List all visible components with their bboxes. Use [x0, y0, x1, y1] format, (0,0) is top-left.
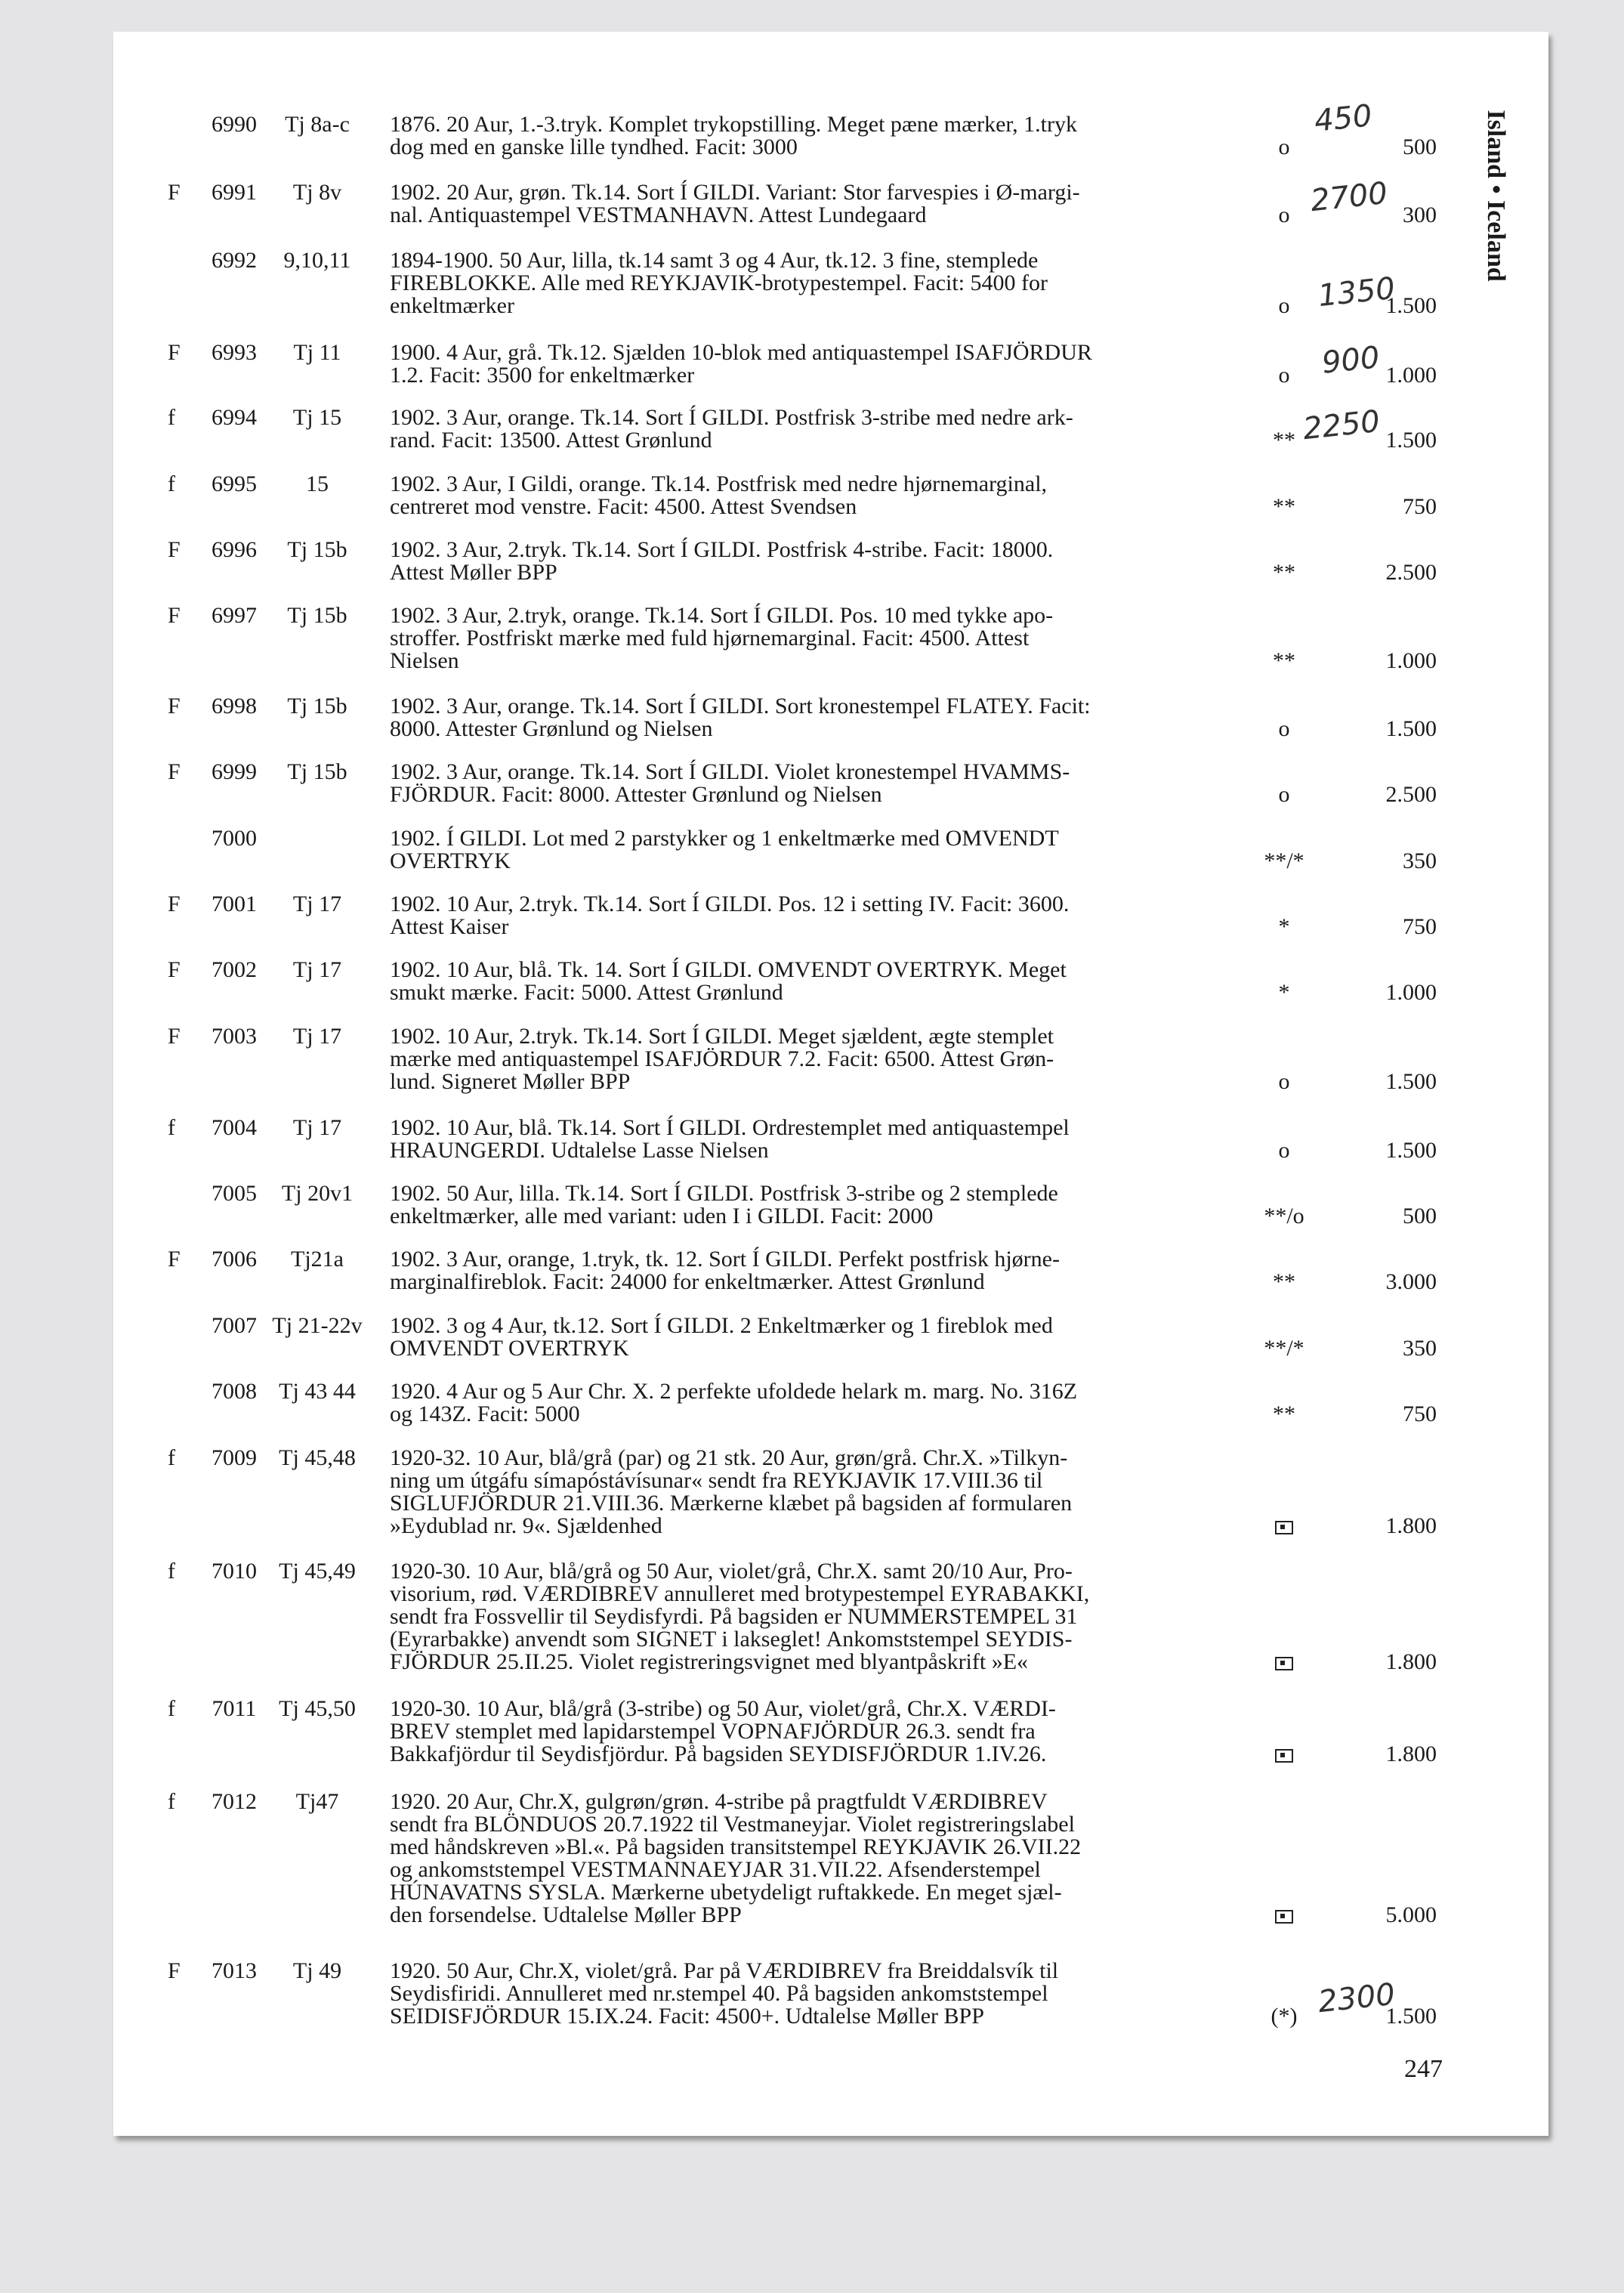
- lot-description: [390, 539, 1243, 584]
- lot-catalog-ref: Tj 17: [292, 1115, 342, 1140]
- handwritten-note: 2700: [1308, 175, 1389, 219]
- lot-description-line: mærke med antiquastempel ISAFJÖRDUR 7.2. Facit: 6500. Attest Grøn-: [390, 1046, 1054, 1071]
- lot-catalog-ref: 9,10,11: [283, 248, 351, 273]
- lot-price: 350: [1403, 848, 1437, 873]
- lot-description: [390, 959, 1243, 1004]
- lot-description-line: 1902. 3 Aur, orange. Tk.14. Sort Í GILDI. Sort kronestempel FLATEY. Facit:: [390, 694, 1091, 718]
- lot-catalog-ref: Tj 15b: [287, 603, 347, 628]
- lot-description-line: 1902. 10 Aur, blå. Tk.14. Sort Í GILDI. Ordrestemplet med antiquastempel: [390, 1115, 1070, 1140]
- lot-description-line: 1902. 3 Aur, I Gildi, orange. Tk.14. Postfrisk med nedre hjørnemarginal,: [390, 471, 1048, 496]
- lot-description-line: SIGLUFJÖRDUR 21.VIII.36. Mærkerne klæbet på bagsiden af formularen: [390, 1491, 1073, 1516]
- lot-description-line: OVERTRYK: [390, 848, 511, 873]
- lot-description-line: visorium, rød. VÆRDIBREV annulleret med brotypestempel EYRABAKKI,: [390, 1581, 1090, 1606]
- lot-description-line: 1920. 50 Aur, Chr.X, violet/grå. Par på VÆRDIBREV fra Breiddalsvík til: [390, 1958, 1059, 1983]
- lot-price: 1.800: [1385, 1649, 1437, 1674]
- lot-number: 7008: [211, 1379, 257, 1404]
- lot-description-line: FJÖRDUR. Facit: 8000. Attester Grønlund og Nielsen: [390, 782, 882, 807]
- lot-description-line: stroffer. Postfriskt mærke med fuld hjørnemarginal. Facit: 4500. Attest: [390, 626, 1030, 651]
- lot-number: 6999: [211, 759, 257, 784]
- lot-catalog-ref: Tj 21-22v: [272, 1313, 363, 1338]
- lot-description: [390, 1025, 1243, 1093]
- lot-description-line: 8000. Attester Grønlund og Nielsen: [390, 716, 713, 741]
- lot-number: 7011: [211, 1696, 257, 1721]
- lot-condition: **: [1273, 1401, 1295, 1426]
- envelope-icon: [1275, 1910, 1293, 1924]
- lot-description-line: HRAUNGERDI. Udtalelse Lasse Nielsen: [390, 1138, 769, 1163]
- lot-description-line: 1920-32. 10 Aur, blå/grå (par) og 21 stk. 20 Aur, grøn/grå. Chr.X. »Tilkyn-: [390, 1445, 1068, 1470]
- lot-condition: **: [1273, 648, 1295, 673]
- lot-number: 7010: [211, 1559, 257, 1584]
- lot-description: [390, 341, 1243, 387]
- page-number: 247: [1404, 2055, 1443, 2083]
- handwritten-note: 450: [1312, 98, 1374, 139]
- lot-description-line: marginalfireblok. Facit: 24000 for enkeltmærker. Attest Grønlund: [390, 1269, 985, 1294]
- lot-number: 6995: [211, 471, 257, 496]
- cover-icon: [1246, 1651, 1322, 1673]
- handwritten-note: 900: [1320, 340, 1382, 381]
- lot-description-line: og ankomststempel VESTMANNAEYJAR 31.VII.22. Afsenderstempel: [390, 1857, 1041, 1882]
- lot-condition: **/o: [1264, 1204, 1304, 1228]
- lot-description-line: FIREBLOKKE. Alle med REYKJAVIK-brotypestempel. Facit: 5400 for: [390, 270, 1048, 295]
- envelope-icon: [1275, 1749, 1293, 1763]
- lot-description-line: Attest Møller BPP: [390, 560, 557, 585]
- lot-flag: F: [168, 603, 181, 628]
- lot-description: [390, 1315, 1243, 1360]
- lot-number: 6990: [211, 112, 257, 137]
- lot-description-line: 1920-30. 10 Aur, blå/grå og 50 Aur, violet/grå, Chr.X. samt 20/10 Aur, Pro-: [390, 1559, 1073, 1584]
- lot-catalog-ref: Tj 43 44: [279, 1379, 356, 1404]
- lot-description-line: lund. Signeret Møller BPP: [390, 1069, 631, 1094]
- lot-description: [390, 1447, 1243, 1537]
- lot-description-line: (Eyrarbakke) anvendt som SIGNET i lakseglet! Ankomststempel SEYDIS-: [390, 1627, 1073, 1652]
- lot-price: 1.500: [1385, 1069, 1437, 1094]
- lot-flag: F: [168, 892, 181, 916]
- lot-catalog-ref: Tj 49: [292, 1958, 342, 1983]
- lot-price: 300: [1403, 202, 1437, 227]
- lot-description-line: 1.2. Facit: 3500 for enkeltmærker: [390, 363, 695, 388]
- lot-flag: f: [168, 1789, 175, 1814]
- lot-description-line: Attest Kaiser: [390, 914, 509, 939]
- lot-price: 1.500: [1385, 428, 1437, 453]
- lot-description: [390, 827, 1243, 873]
- lot-description: [390, 1960, 1243, 2028]
- lot-number: 7009: [211, 1445, 257, 1470]
- lot-number: 7001: [211, 892, 257, 916]
- envelope-icon: [1275, 1521, 1293, 1534]
- lot-description-line: 1894-1900. 50 Aur, lilla, tk.14 samt 3 og 4 Aur, tk.12. 3 fine, stemplede: [390, 248, 1039, 273]
- lot-flag: f: [168, 1115, 175, 1140]
- handwritten-note: 2250: [1301, 403, 1382, 447]
- lot-condition: **: [1273, 1269, 1295, 1294]
- lot-description: [390, 893, 1243, 938]
- lot-flag: F: [168, 340, 181, 365]
- lot-flag: F: [168, 1024, 181, 1049]
- lot-condition: **/*: [1264, 848, 1304, 873]
- lot-description-line: 1902. 3 Aur, 2.tryk, orange. Tk.14. Sort Í GILDI. Pos. 10 med tykke apo-: [390, 603, 1054, 628]
- lot-description: [390, 1182, 1243, 1228]
- lot-description-line: ning um útgáfu símapóstávísunar« sendt fra REYKJAVIK 17.VIII.36 til: [390, 1468, 1043, 1493]
- lot-catalog-ref: Tj 45,48: [279, 1445, 356, 1470]
- lot-price: 750: [1403, 914, 1437, 939]
- lot-description-line: sendt fra Fossvellir til Seydisfyrdi. På bagsiden er NUMMERSTEMPEL 31: [390, 1604, 1078, 1629]
- lot-description-line: 1920. 4 Aur og 5 Aur Chr. X. 2 perfekte ufoldede helark m. marg. No. 316Z: [390, 1379, 1078, 1404]
- lot-description-line: 1920. 20 Aur, Chr.X, gulgrøn/grøn. 4-stribe på pragtfuldt VÆRDIBREV: [390, 1789, 1048, 1814]
- lot-condition: o: [1278, 782, 1290, 807]
- lot-description-line: den forsendelse. Udtalelse Møller BPP: [390, 1902, 742, 1927]
- cover-icon: [1246, 1743, 1322, 1766]
- lot-price: 1.500: [1385, 1138, 1437, 1163]
- lot-price: 750: [1403, 1401, 1437, 1426]
- lot-description-line: 1876. 20 Aur, 1.-3.tryk. Komplet trykopstilling. Meget pæne mærker, 1.tryk: [390, 112, 1078, 137]
- lot-description-line: »Eydublad nr. 9«. Sjældenhed: [390, 1513, 662, 1538]
- lot-description-line: HÚNAVATNS SYSLA. Mærkerne ubetydeligt ruftakkede. En meget sjæl-: [390, 1880, 1062, 1905]
- lot-description-line: Nielsen: [390, 648, 459, 673]
- lot-number: 7003: [211, 1024, 257, 1049]
- lot-description: [390, 113, 1243, 159]
- lot-price: 1.800: [1385, 1741, 1437, 1766]
- lot-description-line: 1902. 10 Aur, 2.tryk. Tk.14. Sort Í GILDI. Pos. 12 i setting IV. Facit: 3600.: [390, 892, 1070, 916]
- lot-price: 1.000: [1385, 363, 1437, 388]
- lot-description-line: smukt mærke. Facit: 5000. Attest Grønlund: [390, 980, 783, 1005]
- lot-price: 1.500: [1385, 2004, 1437, 2029]
- lot-description-line: 1902. 3 Aur, orange, 1.tryk, tk. 12. Sort Í GILDI. Perfekt postfrisk hjørne-: [390, 1247, 1060, 1272]
- lot-flag: F: [168, 759, 181, 784]
- lot-flag: f: [168, 1696, 175, 1721]
- lot-number: 7005: [211, 1181, 257, 1206]
- lot-flag: F: [168, 180, 181, 205]
- lot-catalog-ref: 15: [306, 471, 329, 496]
- lot-description-line: 1902. 3 Aur, orange. Tk.14. Sort Í GILDI. Violet kronestempel HVAMMS-: [390, 759, 1070, 784]
- lot-condition: *: [1278, 980, 1290, 1005]
- lot-description-line: BREV stemplet med lapidarstempel VOPNAFJÖRDUR 26.3. sendt fra: [390, 1719, 1036, 1744]
- lot-description: [390, 1117, 1243, 1162]
- lot-catalog-ref: Tj 8a-c: [285, 112, 350, 137]
- lot-description-line: og 143Z. Facit: 5000: [390, 1401, 580, 1426]
- lot-description-line: rand. Facit: 13500. Attest Grønlund: [390, 428, 712, 453]
- lot-catalog-ref: Tj 15: [292, 405, 342, 430]
- lot-catalog-ref: Tj21a: [291, 1247, 344, 1272]
- lot-catalog-ref: Tj 11: [293, 340, 341, 365]
- lot-description: [390, 473, 1243, 518]
- lot-number: 7012: [211, 1789, 257, 1814]
- lot-price: 1.000: [1385, 980, 1437, 1005]
- lot-catalog-ref: Tj 17: [292, 957, 342, 982]
- lot-price: 1.000: [1385, 648, 1437, 673]
- lot-description-line: nal. Antiquastempel VESTMANHAVN. Attest Lundegaard: [390, 202, 927, 227]
- lot-number: 6998: [211, 694, 257, 718]
- section-side-title: Island • Iceland: [1482, 110, 1510, 282]
- lot-price: 2.500: [1385, 782, 1437, 807]
- lot-description: [390, 695, 1243, 740]
- lot-flag: f: [168, 471, 175, 496]
- lot-price: 1.500: [1385, 716, 1437, 741]
- handwritten-note: 1350: [1316, 270, 1397, 314]
- lot-description-line: 1902. 3 Aur, orange. Tk.14. Sort Í GILDI. Postfrisk 3-stribe med nedre ark-: [390, 405, 1073, 430]
- cover-icon: [1246, 1515, 1322, 1537]
- lot-condition: **/*: [1264, 1336, 1304, 1361]
- lot-description-line: SEIDISFJÖRDUR 15.IX.24. Facit: 4500+. Udtalelse Møller BPP: [390, 2004, 984, 2029]
- lot-description-line: centreret mod venstre. Facit: 4500. Attest Svendsen: [390, 494, 857, 519]
- lot-catalog-ref: Tj 45,49: [279, 1559, 356, 1584]
- lot-condition: o: [1278, 1069, 1290, 1094]
- lot-number: 6997: [211, 603, 257, 628]
- lot-condition: o: [1278, 134, 1290, 159]
- lot-description: [390, 249, 1243, 317]
- lot-description-line: 1900. 4 Aur, grå. Tk.12. Sjælden 10-blok med antiquastempel ISAFJÖRDUR: [390, 340, 1092, 365]
- lot-description-line: OMVENDT OVERTRYK: [390, 1336, 629, 1361]
- lot-description-line: 1902. 3 og 4 Aur, tk.12. Sort Í GILDI. 2 Enkeltmærker og 1 fireblok med: [390, 1313, 1053, 1338]
- lot-description-line: 1920-30. 10 Aur, blå/grå (3-stribe) og 50 Aur, violet/grå, Chr.X. VÆRDI-: [390, 1696, 1056, 1721]
- lot-catalog-ref: Tj 45,50: [279, 1696, 356, 1721]
- lot-flag: f: [168, 1445, 175, 1470]
- lot-flag: F: [168, 1247, 181, 1272]
- lot-description: [390, 1248, 1243, 1293]
- lot-description-line: 1902. 10 Aur, 2.tryk. Tk.14. Sort Í GILDI. Meget sjældent, ægte stemplet: [390, 1024, 1054, 1049]
- lot-condition: o: [1278, 716, 1290, 741]
- lot-description-line: med håndskreven »Bl.«. På bagsiden transitstempel REYKJAVIK 26.VII.22: [390, 1834, 1082, 1859]
- lot-number: 7002: [211, 957, 257, 982]
- lot-catalog-ref: Tj 15b: [287, 694, 347, 718]
- lot-flag: F: [168, 957, 181, 982]
- lot-description-line: 1902. 3 Aur, 2.tryk. Tk.14. Sort Í GILDI. Postfrisk 4-stribe. Facit: 18000.: [390, 537, 1054, 562]
- lot-catalog-ref: Tj 20v1: [281, 1181, 354, 1206]
- lot-description-line: dog med en ganske lille tyndhed. Facit: 3000: [390, 134, 798, 159]
- lot-description-line: FJÖRDUR 25.II.25. Violet registreringsvignet med blyantpåskrift »E«: [390, 1649, 1029, 1674]
- lot-number: 6992: [211, 248, 257, 273]
- lot-price: 1.500: [1385, 293, 1437, 318]
- lot-description: [390, 604, 1243, 672]
- lot-condition: (*): [1270, 2004, 1298, 2029]
- lot-description: [390, 1698, 1243, 1766]
- lot-number: 6994: [211, 405, 257, 430]
- lot-flag: F: [168, 537, 181, 562]
- lot-price: 1.800: [1385, 1513, 1437, 1538]
- lot-condition: o: [1278, 363, 1290, 388]
- lot-catalog-ref: Tj 15b: [287, 537, 347, 562]
- lot-condition: o: [1278, 202, 1290, 227]
- lot-catalog-ref: Tj 17: [292, 892, 342, 916]
- lot-catalog-ref: Tj47: [295, 1789, 339, 1814]
- lot-number: 7004: [211, 1115, 257, 1140]
- lot-description-line: sendt fra BLÖNDUOS 20.7.1922 til Vestmaneyjar. Violet registreringslabel: [390, 1812, 1075, 1837]
- lot-catalog-ref: Tj 17: [292, 1024, 342, 1049]
- lot-price: 2.500: [1385, 560, 1437, 585]
- lot-condition: **: [1273, 494, 1295, 519]
- lot-price: 750: [1403, 494, 1437, 519]
- lot-price: 3.000: [1385, 1269, 1437, 1294]
- lot-condition: o: [1278, 1138, 1290, 1163]
- lot-number: 6991: [211, 180, 257, 205]
- lot-description-line: Seydisfiridi. Annulleret med nr.stempel 40. På bagsiden ankomststempel: [390, 1981, 1048, 2006]
- lot-description: [390, 406, 1243, 452]
- lot-price: 5.000: [1385, 1902, 1437, 1927]
- lot-price: 500: [1403, 1204, 1437, 1228]
- lot-flag: f: [168, 1559, 175, 1584]
- lot-catalog-ref: Tj 15b: [287, 759, 347, 784]
- lot-flag: F: [168, 1958, 181, 1983]
- lot-description: [390, 1380, 1243, 1426]
- lot-condition: o: [1278, 293, 1290, 318]
- lot-number: 7000: [211, 826, 257, 851]
- lot-number: 7007: [211, 1313, 257, 1338]
- lot-condition: **: [1273, 428, 1295, 453]
- lot-number: 7013: [211, 1958, 257, 1983]
- lot-description-line: enkeltmærker, alle med variant: uden I i GILDI. Facit: 2000: [390, 1204, 934, 1228]
- lot-description: [390, 1791, 1243, 1927]
- envelope-icon: [1275, 1657, 1293, 1670]
- lot-description-line: 1902. 10 Aur, blå. Tk. 14. Sort Í GILDI. OMVENDT OVERTRYK. Meget: [390, 957, 1067, 982]
- lot-description-line: 1902. 50 Aur, lilla. Tk.14. Sort Í GILDI. Postfrisk 3-stribe og 2 stemplede: [390, 1181, 1058, 1206]
- lot-price: 500: [1403, 134, 1437, 159]
- lot-price: 350: [1403, 1336, 1437, 1361]
- lot-flag: F: [168, 694, 181, 718]
- lot-description: [390, 1560, 1243, 1673]
- handwritten-note: 2300: [1316, 1976, 1397, 2020]
- lot-number: 6996: [211, 537, 257, 562]
- lot-description-line: Bakkafjördur til Seydisfjördur. På bagsiden SEYDISFJÖRDUR 1.IV.26.: [390, 1741, 1047, 1766]
- lot-flag: f: [168, 405, 175, 430]
- lot-description-line: 1902. Í GILDI. Lot med 2 parstykker og 1 enkeltmærke med OMVENDT: [390, 826, 1059, 851]
- lot-description: [390, 761, 1243, 806]
- lot-description-line: enkeltmærker: [390, 293, 514, 318]
- lot-description-line: 1902. 20 Aur, grøn. Tk.14. Sort Í GILDI. Variant: Stor farvespies i Ø-margi-: [390, 180, 1080, 205]
- lot-catalog-ref: Tj 8v: [292, 180, 342, 205]
- lot-number: 6993: [211, 340, 257, 365]
- lot-description: [390, 181, 1243, 227]
- lot-number: 7006: [211, 1247, 257, 1272]
- cover-icon: [1246, 1904, 1322, 1927]
- lot-condition: *: [1278, 914, 1290, 939]
- lot-condition: **: [1273, 560, 1295, 585]
